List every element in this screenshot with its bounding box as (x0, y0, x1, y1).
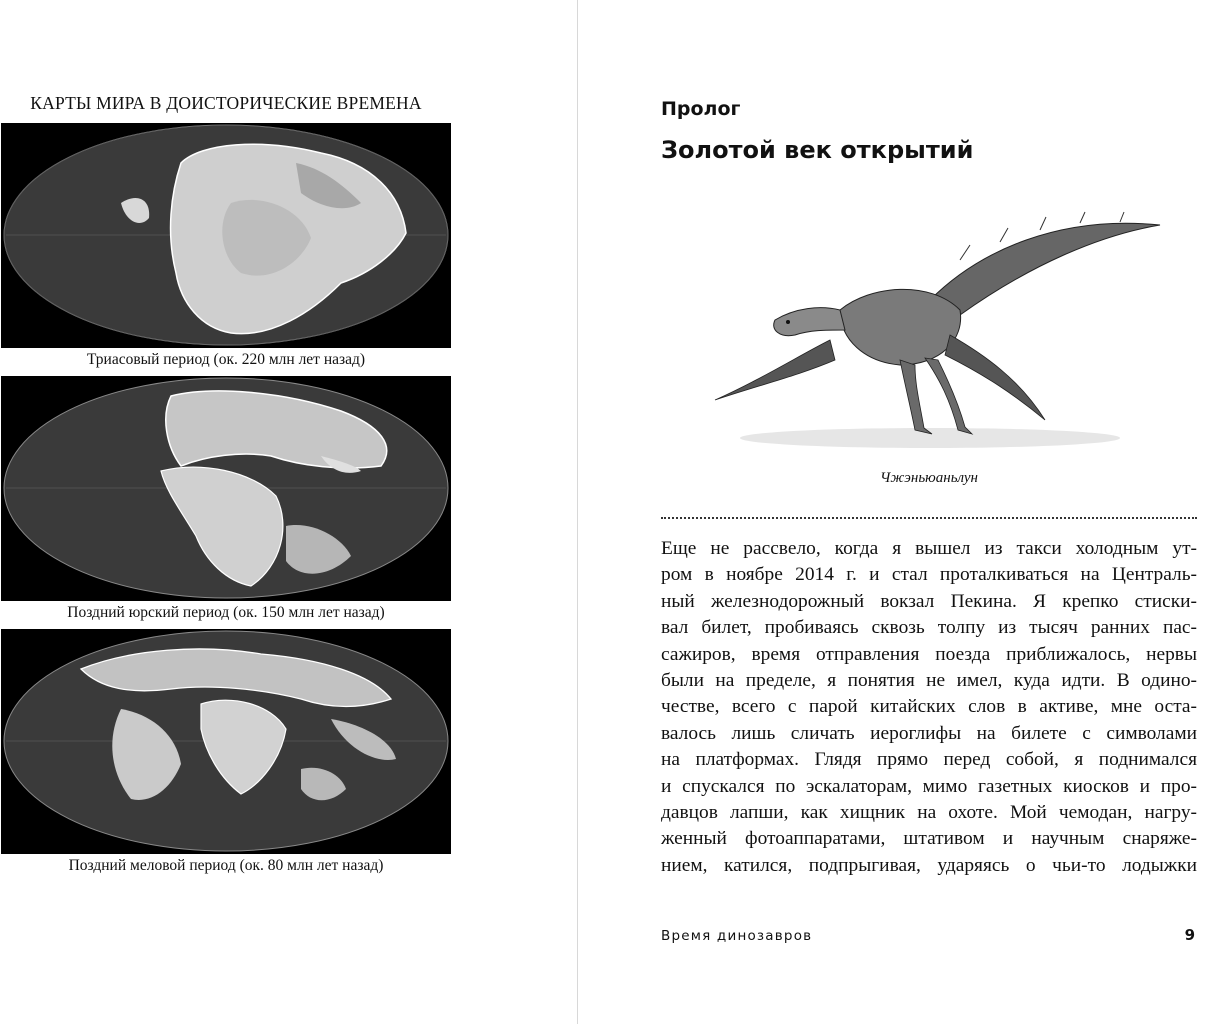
body-line: ный железнодорожный вокзал Пекина. Я крепко стиски- (661, 590, 1197, 612)
book-gutter (577, 0, 578, 1024)
body-line: давцов лапши, как хищник на охоте. Мой чемодан, нагру- (661, 802, 1197, 824)
body-line: на платформах. Глядя прямо перед собой, я поднимался (661, 749, 1197, 771)
body-line: честве, всего с парой китайских слов в активе, мне оста- (661, 696, 1197, 718)
body-line: нием, катился, подпрыгивая, ударяясь о чьи-то лодыжки (661, 854, 1197, 876)
paleo-map-triassic-image (1, 123, 451, 348)
body-line: женный фотоаппаратами, штативом и научным снаряже- (661, 828, 1197, 850)
body-line: Еще не рассвело, когда я вышел из такси холодным ут- (661, 538, 1197, 559)
body-line: были на пределе, я понятия не имел, куда идти. В одино- (661, 670, 1197, 692)
body-line: ром в ноябре 2014 г. и стал проталкиваться на Централь- (661, 564, 1197, 586)
map-caption-triassic: Триасовый период (ок. 220 млн лет назад) (86, 351, 366, 368)
paleo-map-jurassic-image (1, 376, 451, 601)
chapter-title: Золотой век открытий (661, 136, 974, 164)
body-line: вал билет, пробиваясь сквозь толпу из тысяч ранних пас- (661, 617, 1197, 639)
body-line: и спускался по эскалаторам, мимо газетных киосков и про- (661, 775, 1197, 797)
illustration-caption: Чжэньюаньлун (880, 470, 978, 486)
map-caption-cretaceous: Поздний меловой период (ок. 80 млн лет назад) (68, 857, 384, 874)
body-line: валось лишь сличать иероглифы на билете с символами (661, 722, 1197, 744)
section-label: Пролог (661, 98, 741, 120)
dotted-divider (661, 517, 1197, 519)
page-number: 9 (1184, 926, 1195, 944)
body-text (661, 536, 1197, 879)
paleo-map-cretaceous-image (1, 629, 451, 854)
body-line: сажиров, время отправления поезда приближалось, нервы (661, 643, 1197, 665)
left-page-title: КАРТЫ МИРА В ДОИСТОРИЧЕСКИЕ ВРЕМЕНА (30, 93, 422, 113)
map-caption-jurassic: Поздний юрский период (ок. 150 млн лет назад) (67, 604, 385, 621)
zhenyuanlong-dinosaur-illustration (700, 190, 1170, 450)
running-head: Время динозавров (661, 928, 813, 944)
